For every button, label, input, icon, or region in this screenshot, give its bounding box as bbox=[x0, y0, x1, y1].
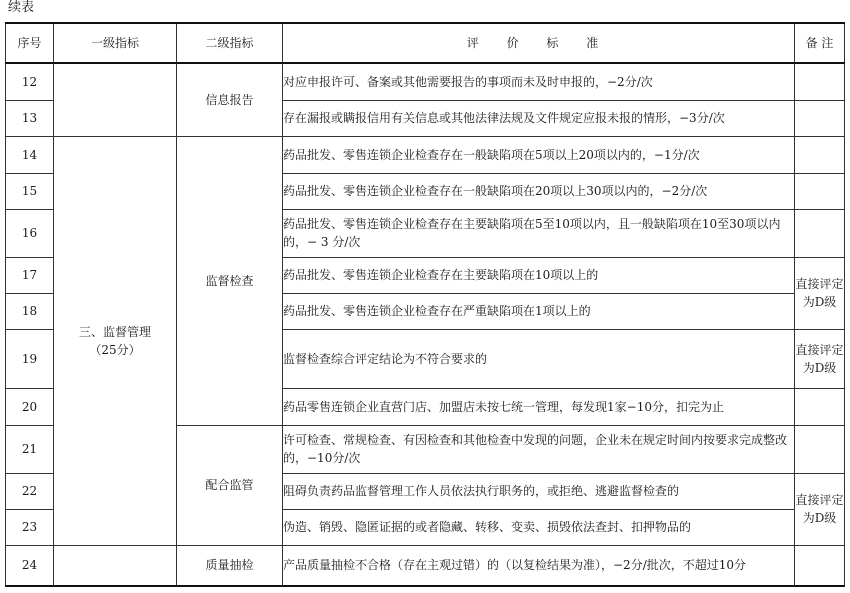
row-number: 15 bbox=[6, 173, 54, 209]
row-number: 18 bbox=[6, 293, 54, 329]
row-number: 14 bbox=[6, 136, 54, 173]
criteria-cell: 药品批发、零售连锁企业检查存在一般缺陷项在20项以上30项以内的，−2分/次 bbox=[283, 173, 795, 209]
remark-cell bbox=[795, 136, 845, 173]
remark-cell bbox=[795, 388, 845, 425]
remark-cell bbox=[795, 425, 845, 473]
row-number: 24 bbox=[6, 545, 54, 586]
table-header-row bbox=[6, 23, 845, 63]
row-number: 12 bbox=[6, 63, 54, 100]
remark-cell bbox=[795, 209, 845, 257]
table-row bbox=[6, 136, 845, 173]
evaluation-table bbox=[5, 22, 845, 587]
table-caption: 续表 bbox=[8, 0, 35, 15]
criteria-cell: 药品批发、零售连锁企业检查存在严重缺陷项在1项以上的 bbox=[283, 293, 795, 329]
row-number: 20 bbox=[6, 388, 54, 425]
remark-direct-d-grade: 直接评定为D级 bbox=[795, 257, 845, 329]
criteria-cell: 监督检查综合评定结论为不符合要求的 bbox=[283, 329, 795, 388]
row-number: 13 bbox=[6, 100, 54, 136]
header-level2: 二级指标 bbox=[177, 23, 283, 63]
criteria-cell: 药品批发、零售连锁企业检查存在主要缺陷项在5至10项以内，且一般缺陷项在10至30项以内的，− 3 分/次 bbox=[283, 209, 795, 257]
remark-direct-d-grade: 直接评定为D级 bbox=[795, 329, 845, 388]
remark-cell bbox=[795, 173, 845, 209]
level1-name: 三、监督管理 bbox=[78, 324, 151, 339]
row-number: 16 bbox=[6, 209, 54, 257]
level1-empty-cell bbox=[54, 545, 177, 586]
row-number: 23 bbox=[6, 509, 54, 545]
row-number: 21 bbox=[6, 425, 54, 473]
criteria-cell: 药品零售连锁企业直营门店、加盟店未按七统一管理，每发现1家−10分，扣完为止 bbox=[283, 388, 795, 425]
criteria-cell: 药品批发、零售连锁企业检查存在一般缺陷项在5项以上20项以内的，−1分/次 bbox=[283, 136, 795, 173]
criteria-cell: 阻碍负责药品监督管理工作人员依法执行职务的，或拒绝、逃避监督检查的 bbox=[283, 473, 795, 509]
level2-quality: 质量抽检 bbox=[177, 545, 283, 586]
criteria-cell: 药品批发、零售连锁企业检查存在主要缺陷项在10项以上的 bbox=[283, 257, 795, 293]
remark-cell bbox=[795, 100, 845, 136]
header-remark: 备 注 bbox=[795, 23, 845, 63]
criteria-cell: 许可检查、常规检查、有因检查和其他检查中发现的问题，企业未在规定时间内按要求完成整改的，−10分/次 bbox=[283, 425, 795, 473]
level2-info-report: 信息报告 bbox=[177, 63, 283, 136]
header-level1: 一级指标 bbox=[54, 23, 177, 63]
header-criteria: 评 价 标 准 bbox=[283, 23, 795, 63]
table-row bbox=[6, 63, 845, 100]
level1-score: （25分） bbox=[89, 342, 141, 357]
level2-supervision: 监督检查 bbox=[177, 136, 283, 425]
level1-empty-cell bbox=[54, 63, 177, 136]
remark-cell bbox=[795, 63, 845, 100]
criteria-cell: 伪造、销毁、隐匿证据的或者隐藏、转移、变卖、损毁依法查封、扣押物品的 bbox=[283, 509, 795, 545]
criteria-cell: 存在漏报或瞒报信用有关信息或其他法律法规及文件规定应报未报的情形，−3分/次 bbox=[283, 100, 795, 136]
level1-supervision-cell bbox=[54, 136, 177, 545]
row-number: 17 bbox=[6, 257, 54, 293]
header-seq: 序号 bbox=[6, 23, 54, 63]
row-number: 22 bbox=[6, 473, 54, 509]
table-row bbox=[6, 545, 845, 586]
remark-cell bbox=[795, 545, 845, 586]
remark-direct-d-grade: 直接评定为D级 bbox=[795, 473, 845, 545]
criteria-cell: 产品质量抽检不合格（存在主观过错）的（以复检结果为准），−2分/批次，不超过10分 bbox=[283, 545, 795, 586]
row-number: 19 bbox=[6, 329, 54, 388]
criteria-cell: 对应申报许可、备案或其他需要报告的事项而未及时申报的，−2分/次 bbox=[283, 63, 795, 100]
level2-coordination: 配合监管 bbox=[177, 425, 283, 545]
